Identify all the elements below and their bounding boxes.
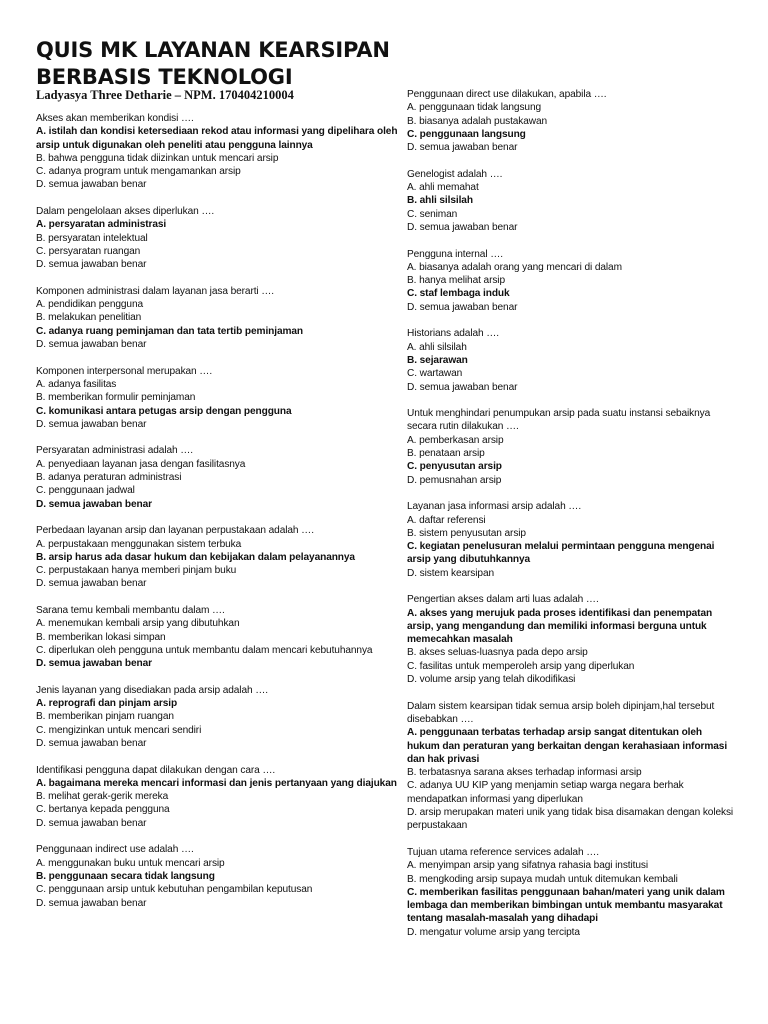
title-line-1: QUIS MK LAYANAN KEARSIPAN [36,38,390,62]
answer-option: B. bahwa pengguna tidak diizinkan untuk mencari arsip [36,152,279,164]
answer-option: C. persyaratan ruangan [36,245,141,257]
question-text: Pengertian akses dalam arti luas adalah …. [407,594,599,606]
answer-option: A. pendidikan pengguna [36,299,144,311]
question-block [36,684,398,750]
answer-option: C. adanya UU KIP yang menjamin setiap warga negara berhak mendapatkan informasi yang diperlukan [407,780,684,805]
answer-option: B. adanya peraturan administrasi [36,472,182,484]
question-text: Untuk menghindari penumpukan arsip pada suatu instansi sebaiknya secara rutin dilakukan …. [407,408,711,433]
question-text: Dalam pengelolaan akses diperlukan …. [36,206,215,218]
answer-option: D. semua jawaban benar [407,221,518,233]
question-text: Genelogist adalah …. [407,168,503,180]
question-block [407,327,737,393]
answer-option: B. memberikan formulir peminjaman [36,392,196,404]
answer-option-correct: A. bagaimana mereka mencari informasi dan jenis pertanyaan yang diajukan [36,777,397,789]
answer-option-correct: A. akses yang merujuk pada proses identifikasi dan penempatan arsip, yang mengandung dan memiliki informasi berguna untuk memecahkan masalah [407,607,713,646]
answer-option: C. mengizinkan untuk mencari sendiri [36,724,202,736]
question-block [407,168,737,234]
answer-option: A. pemberkasan arsip [407,434,504,446]
answer-option: B. biasanya adalah pustakawan [407,115,548,127]
answer-option: D. semua jawaban benar [36,179,147,191]
answer-option: B. memberikan lokasi simpan [36,631,166,643]
answer-option: D. semua jawaban benar [407,142,518,154]
answer-option-correct: D. semua jawaban benar [36,658,152,670]
answer-option: C. adanya program untuk mengamankan arsip [36,166,241,178]
answer-option-correct: C. penyusutan arsip [407,461,502,473]
answer-option-correct: A. persyaratan administrasi [36,219,167,231]
answer-option-correct: B. penggunaan secara tidak langsung [36,870,215,882]
answer-option-correct: B. arsip harus ada dasar hukum dan kebijakan dalam pelayanannya [36,551,355,563]
answer-option: A. menemukan kembali arsip yang dibutuhkan [36,618,240,630]
question-text: Pengguna internal …. [407,248,503,260]
question-block [36,604,398,670]
answer-option: C. bertanya kepada pengguna [36,804,170,816]
answer-option: A. daftar referensi [407,514,486,526]
answer-option-correct: C. komunikasi antara petugas arsip dengan pengguna [36,405,292,417]
question-text: Historians adalah …. [407,328,499,340]
answer-option-correct: C. penggunaan langsung [407,128,526,140]
question-text: Komponen interpersonal merupakan …. [36,365,213,377]
answer-option: D. pemusnahan arsip [407,474,502,486]
answer-option: C. diperlukan oleh pengguna untuk membantu dalam mencari kebutuhannya [36,644,373,656]
answer-option: B. sistem penyusutan arsip [407,527,526,539]
question-text: Sarana temu kembali membantu dalam …. [36,604,225,616]
question-text: Layanan jasa informasi arsip adalah …. [407,501,582,513]
answer-option-correct: C. adanya ruang peminjaman dan tata tertib peminjaman [36,325,304,337]
question-block [407,846,737,939]
question-block [407,700,737,833]
question-block [36,365,398,431]
question-block [36,524,398,590]
answer-option: A. biasanya adalah orang yang mencari di dalam [407,261,622,273]
answer-option: A. penggunaan tidak langsung [407,102,542,114]
answer-option-correct: A. penggunaan terbatas terhadap arsip sangat ditentukan oleh hukum dan peraturan yang berkaitan dengan kerahasiaan informasi dan hak privasi [407,727,728,765]
answer-option: D. semua jawaban benar [36,578,147,590]
question-block [407,407,737,487]
answer-option-correct: A. istilah dan kondisi ketersediaan rekod atau informasi yang dipelihara oleh arsip untuk digunakan oleh peneliti atau pengguna lainnya [36,126,398,151]
answer-option: D. arsip merupakan materi unik yang tidak bisa disamakan dengan koleksi perpustakaan [407,807,734,832]
answer-option: B. melakukan penelitian [36,312,142,324]
answer-option: D. volume arsip yang telah dikodifikasi [407,674,576,686]
answer-option-correct: B. sejarawan [407,354,468,366]
question-text: Identifikasi pengguna dapat dilakukan dengan cara …. [36,764,276,776]
answer-option: B. melihat gerak-gerik mereka [36,791,169,803]
question-text: Tujuan utama reference services adalah …. [407,846,599,858]
question-block [36,764,398,830]
answer-option: C. penggunaan arsip untuk kebutuhan pengambilan keputusan [36,884,313,896]
answer-option: A. ahli silsilah [407,341,467,353]
answer-option: D. semua jawaban benar [407,301,518,313]
question-text: Penggunaan direct use dilakukan, apabila …. [407,89,607,100]
answer-option: D. semua jawaban benar [407,381,518,393]
question-text: Penggunaan indirect use adalah …. [36,844,194,856]
answer-option: D. semua jawaban benar [36,737,147,749]
title-line-2: BERBASIS TEKNOLOGI [36,65,293,89]
question-text: Akses akan memberikan kondisi …. [36,113,194,124]
answer-option: C. seniman [407,208,458,220]
answer-option-correct: C. staf lembaga induk [407,288,510,300]
answer-option: A. penyediaan layanan jasa dengan fasilitasnya [36,458,246,470]
answer-option-correct: C. memberikan fasilitas penggunaan bahan/materi yang unik dalam lembaga dan memberikan bimbingan untuk membantu masyarakat tentang masalah-masalah yang dihadapi [407,886,725,925]
question-block [36,112,398,192]
document-title [36,37,396,91]
answer-option: B. penataan arsip [407,448,485,460]
answer-option-correct: B. ahli silsilah [407,195,473,207]
answer-option: B. mengkoding arsip supaya mudah untuk ditemukan kembali [407,873,678,885]
answer-option: D. semua jawaban benar [36,897,147,909]
answer-option-correct: A. reprografi dan pinjam arsip [36,698,178,710]
answer-option: C. perpustakaan hanya memberi pinjam buku [36,565,237,577]
author-line: Ladyasya Three Detharie – NPM. 170404210004 [36,88,294,102]
answer-option: A. menyimpan arsip yang sifatnya rahasia bagi institusi [407,860,649,872]
answer-option: A. menggunakan buku untuk mencari arsip [36,857,225,869]
question-text: Dalam sistem kearsipan tidak semua arsip boleh dipinjam,hal tersebut disebabkan …. [407,700,715,725]
question-block [407,88,737,154]
question-block [407,593,737,686]
answer-option: A. perpustakaan menggunakan sistem terbuka [36,538,242,550]
question-text: Jenis layanan yang disediakan pada arsip adalah …. [36,684,268,696]
answer-option: A. adanya fasilitas [36,378,117,390]
right-column [407,88,737,952]
answer-option: D. semua jawaban benar [36,259,147,271]
question-block [36,285,398,351]
question-text: Persyaratan administrasi adalah …. [36,445,193,457]
question-block [36,444,398,510]
answer-option: B. persyaratan intelektual [36,232,148,244]
question-block [407,500,737,580]
answer-option: B. hanya melihat arsip [407,275,505,287]
answer-option: A. ahli memahat [407,182,479,194]
answer-option: D. semua jawaban benar [36,817,147,829]
answer-option: B. terbatasnya sarana akses terhadap informasi arsip [407,767,642,779]
answer-option: B. memberikan pinjam ruangan [36,711,174,723]
question-block [407,248,737,314]
answer-option-correct: C. kegiatan penelusuran melalui permintaan pengguna mengenai arsip yang dibutuhkannya [407,541,715,566]
question-block [36,205,398,271]
answer-option: D. semua jawaban benar [36,339,147,351]
answer-option: D. semua jawaban benar [36,418,147,430]
left-column [36,112,398,923]
question-text: Komponen administrasi dalam layanan jasa berarti …. [36,285,275,297]
answer-option: C. wartawan [407,368,463,380]
question-text: Perbedaan layanan arsip dan layanan perpustakaan adalah …. [36,525,314,537]
question-block [36,843,398,909]
answer-option: B. akses seluas-luasnya pada depo arsip [407,647,588,659]
answer-option: C. fasilitas untuk memperoleh arsip yang diperlukan [407,660,635,672]
answer-option: C. penggunaan jadwal [36,485,135,497]
answer-option: D. sistem kearsipan [407,567,495,579]
answer-option-correct: D. semua jawaban benar [36,498,152,510]
answer-option: D. mengatur volume arsip yang tercipta [407,926,580,938]
